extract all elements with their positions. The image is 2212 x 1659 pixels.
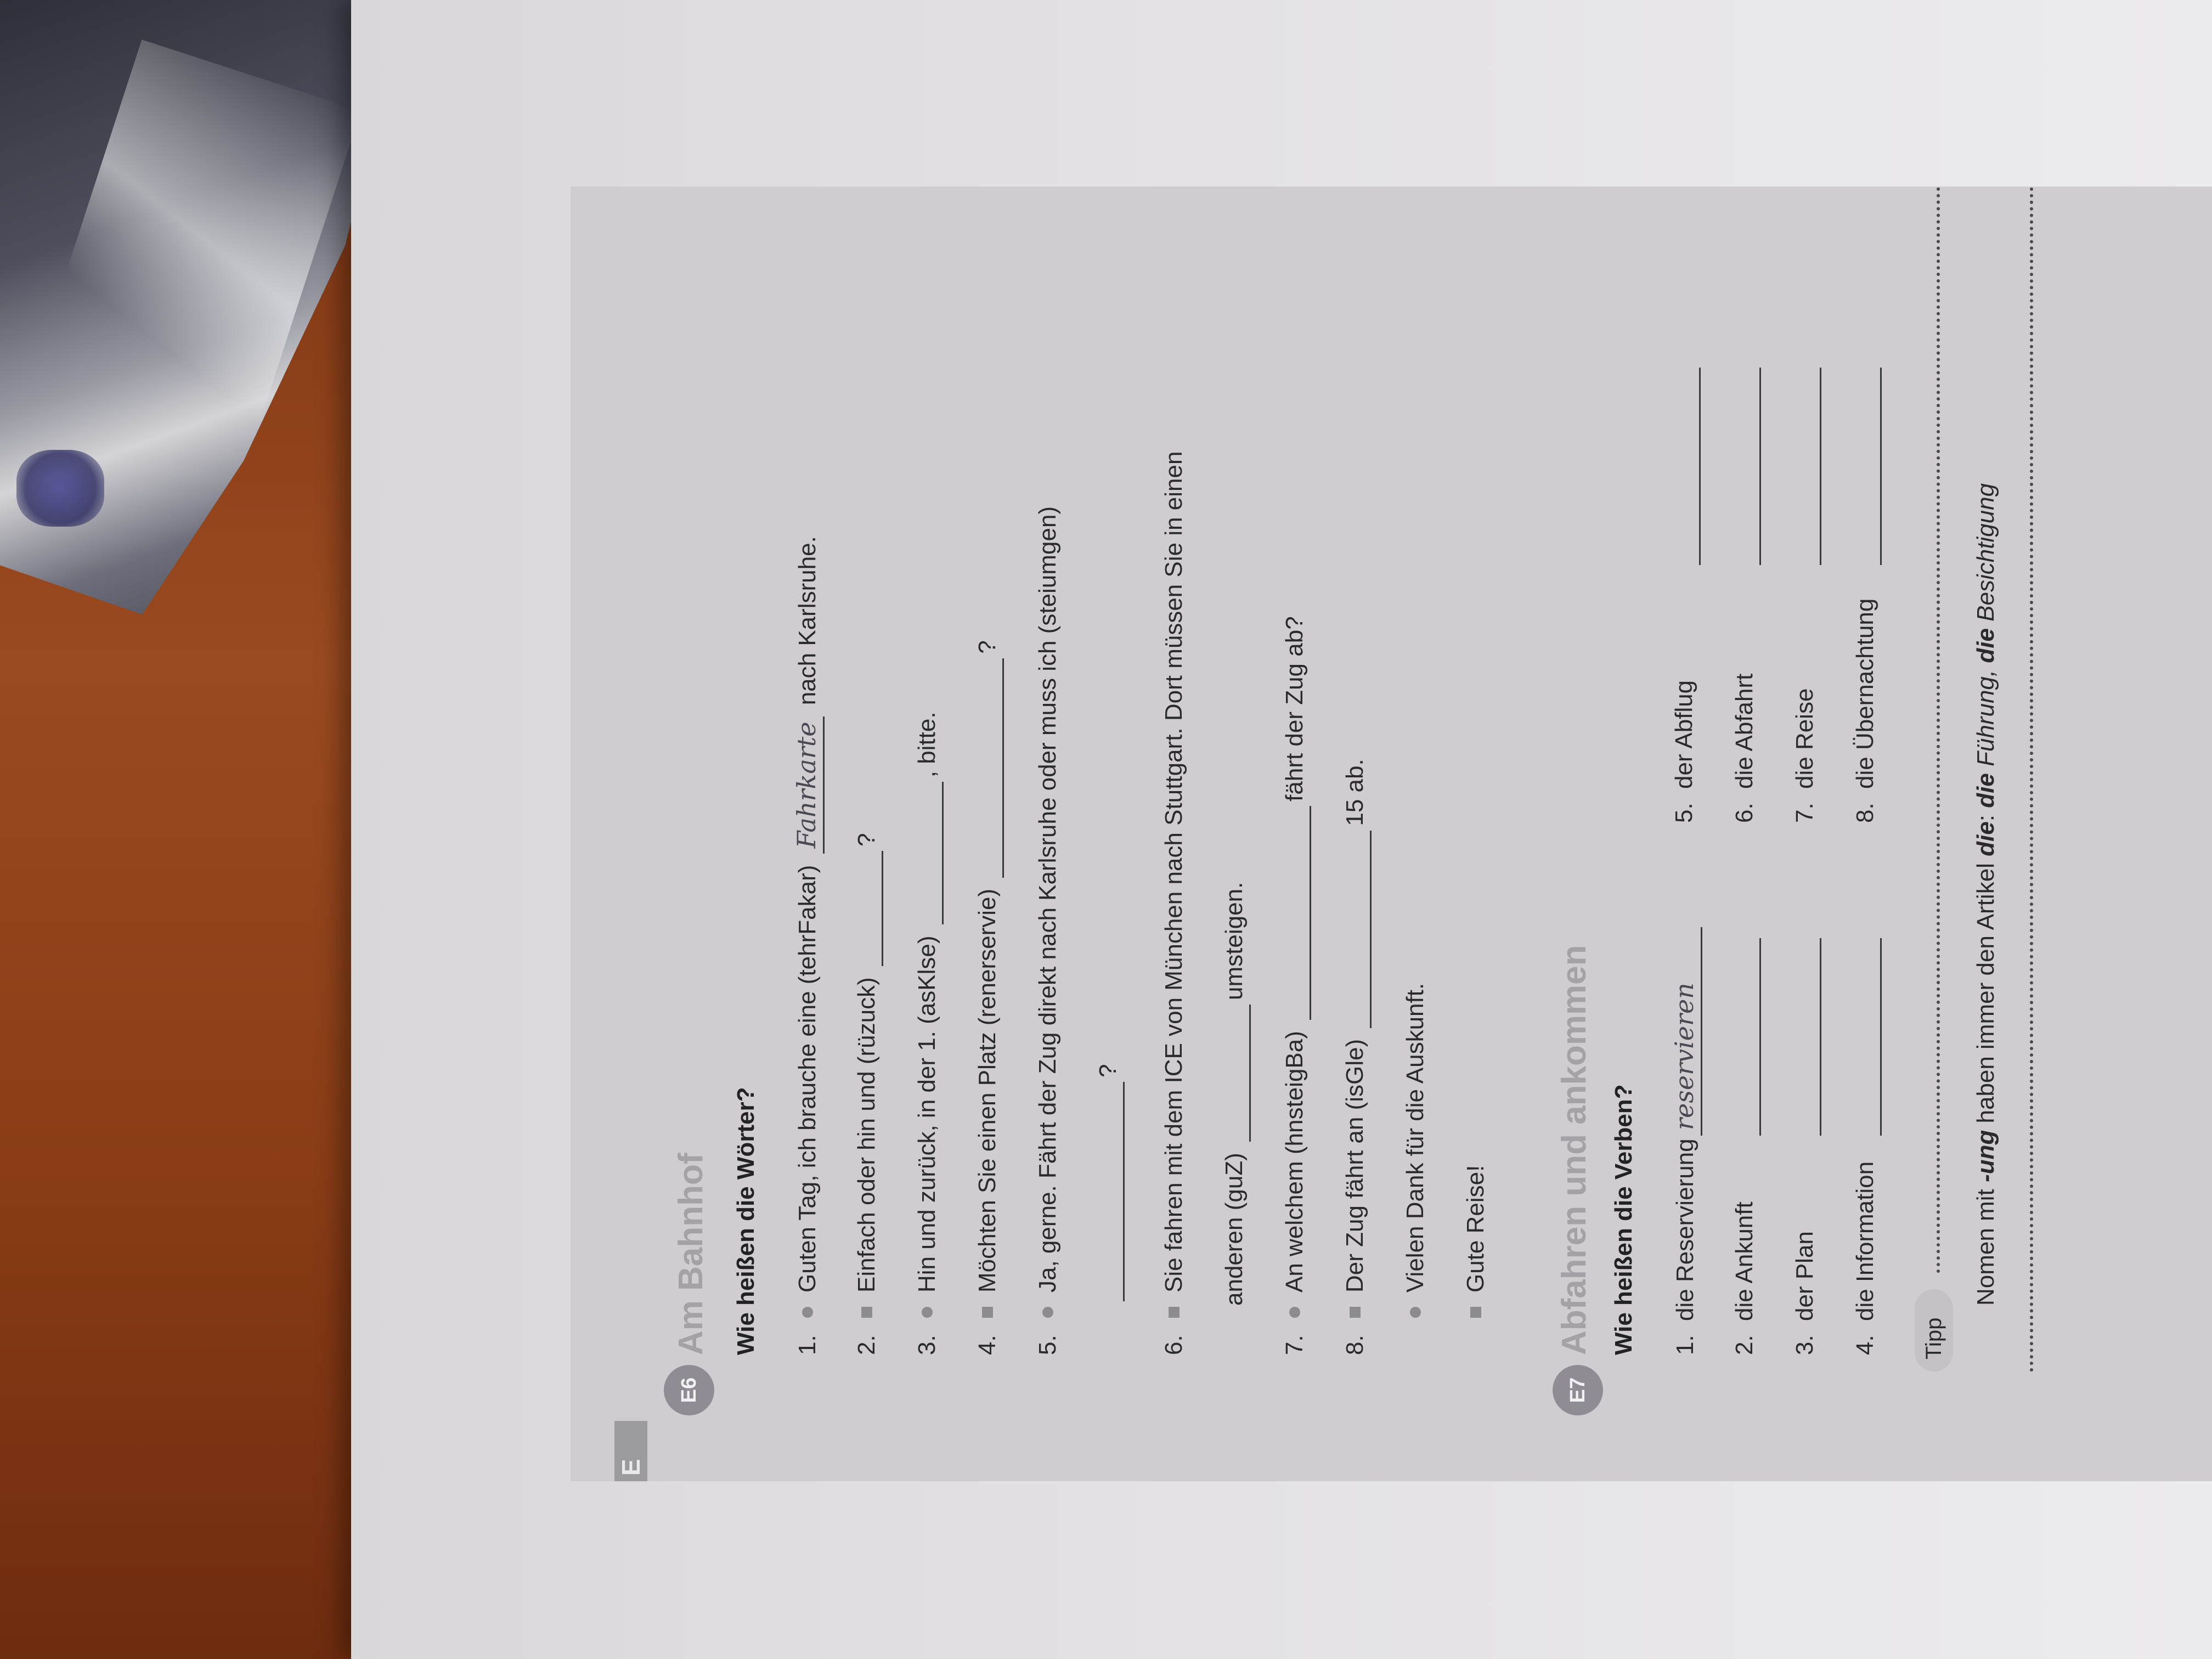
item-number: 7.	[1281, 1335, 1308, 1355]
noun-text: der Plan	[1791, 1231, 1818, 1321]
e6-badge: E6	[664, 1365, 714, 1415]
e7-badge: E7	[1553, 1365, 1603, 1415]
item-number: 4.	[1852, 1335, 1878, 1355]
item-text-after: nach Karlsruhe.	[794, 536, 821, 706]
tipp-article: die	[1972, 821, 1999, 856]
e6-item-6-cont	[1218, 882, 1251, 1306]
answer-blank[interactable]	[1734, 938, 1761, 1136]
item-text: Guten Tag, ich brauche eine (tehrFakar)	[794, 865, 821, 1293]
tipp-text-part: :	[1972, 808, 1999, 822]
item-text-after: ?	[1094, 1064, 1121, 1077]
page-tab-letter: E	[617, 1459, 645, 1476]
item-text-after: umsteigen.	[1221, 882, 1248, 1000]
item-number: 3.	[913, 1335, 940, 1355]
item-text-after: fährt der Zug ab?	[1281, 616, 1308, 802]
noun-text: die Reservierung	[1672, 1138, 1699, 1321]
item-number: 2.	[853, 1335, 880, 1355]
blue-fabric	[16, 450, 104, 527]
item-text-after: 15 ab.	[1341, 759, 1368, 826]
tipp-text-part: Nomen mit	[1972, 1182, 1999, 1306]
speaker-dot-icon	[1289, 1307, 1300, 1318]
speaker-square-icon	[1350, 1307, 1361, 1318]
item-number: 8.	[1341, 1335, 1368, 1355]
noun-text: die Information	[1852, 1161, 1878, 1321]
answer-field[interactable]: reservieren	[1668, 927, 1702, 1136]
e6-item-4	[971, 640, 1004, 1355]
e6-item-3	[911, 712, 944, 1355]
speaker-dot-icon	[1410, 1307, 1421, 1318]
e6-item-8	[1339, 759, 1372, 1355]
speaker-square-icon	[982, 1307, 993, 1318]
item-text: anderen (guZ)	[1221, 1153, 1248, 1306]
answer-blank[interactable]	[1795, 938, 1821, 1136]
item-text: Sie fahren mit dem ICE von München nach Stuttgart. Dort müssen Sie in einen	[1160, 451, 1187, 1293]
item-number: 3.	[1791, 1335, 1818, 1355]
item-number: 8.	[1852, 803, 1878, 823]
item-text: Der Zug fährt an (isGle)	[1341, 1039, 1368, 1293]
answer-blank[interactable]	[1224, 1005, 1251, 1142]
e6-item-7	[1278, 616, 1311, 1355]
item-text: Möchten Sie einen Platz (renerservie)	[974, 888, 1001, 1293]
noun-text: der Abflug	[1671, 680, 1697, 789]
answer-blank[interactable]	[856, 851, 883, 966]
e6-item-2	[850, 833, 883, 1355]
speaker-square-icon	[1169, 1307, 1180, 1318]
answer-blank[interactable]	[1734, 368, 1761, 565]
e6-item-5-cont	[1092, 1064, 1125, 1306]
e7-item-7	[1788, 363, 1821, 823]
item-text: Einfach oder hin und (rüzuck)	[853, 977, 880, 1293]
item-number: 2.	[1731, 1335, 1758, 1355]
tipp-dotted-top	[1937, 187, 1940, 1273]
item-text-after: ?	[974, 640, 1001, 654]
e7-item-2	[1728, 934, 1761, 1355]
tipp-text	[1970, 483, 2002, 1306]
item-number: 4.	[974, 1335, 1001, 1355]
answer-blank[interactable]	[917, 782, 944, 924]
tipp-suffix: -ung	[1972, 1130, 1999, 1183]
e6-item-1	[790, 536, 825, 1355]
reply-text: Gute Reise!	[1462, 1165, 1489, 1293]
e7-item-4	[1849, 934, 1882, 1355]
tipp-example-article: die	[1972, 628, 1999, 663]
e6-reply-2	[1459, 1165, 1492, 1321]
answer-blank[interactable]	[977, 658, 1004, 878]
tipp-example: Führung,	[1972, 663, 1999, 774]
speaker-dot-icon	[802, 1307, 813, 1318]
speaker-dot-icon	[922, 1307, 933, 1318]
speaker-dot-icon	[1042, 1307, 1053, 1318]
e7-item-1	[1668, 923, 1702, 1355]
answer-blank[interactable]	[1284, 806, 1311, 1020]
e6-item-6	[1158, 452, 1190, 1355]
item-number: 6.	[1731, 803, 1758, 823]
answer-blank[interactable]	[1345, 831, 1372, 1028]
item-number: 6.	[1160, 1335, 1187, 1355]
e7-item-3	[1788, 934, 1821, 1355]
e7-item-6	[1728, 363, 1761, 823]
answer-blank[interactable]	[1795, 368, 1821, 565]
item-number: 1.	[794, 1335, 821, 1355]
noun-text: die Abfahrt	[1731, 673, 1758, 789]
tipp-example-article: die	[1972, 773, 1999, 808]
e7-item-5	[1668, 363, 1701, 823]
noun-text: die Reise	[1791, 688, 1818, 789]
e6-item-5	[1031, 506, 1064, 1355]
item-text: Ja, gerne. Fährt der Zug direkt nach Karlsruhe oder muss ich (steiumgen)	[1034, 506, 1061, 1293]
e6-reply-1	[1399, 983, 1432, 1321]
item-number: 5.	[1671, 803, 1697, 823]
noun-text: die Ankunft	[1731, 1201, 1758, 1321]
tipp-example: Besichtigung	[1972, 483, 1999, 629]
worksheet-content	[571, 165, 2212, 1481]
item-text: An welchem (hnsteigBa)	[1281, 1031, 1308, 1293]
e6-title: Am Bahnhof	[672, 1153, 710, 1355]
item-number: 5.	[1034, 1335, 1061, 1355]
speaker-square-icon	[1470, 1307, 1481, 1318]
reply-text: Vielen Dank für die Auskunft.	[1402, 983, 1429, 1293]
item-number: 1.	[1672, 1335, 1699, 1355]
e6-instruction: Wie heißen die Wörter?	[732, 1087, 759, 1355]
noun-text: die Übernachtung	[1852, 598, 1878, 789]
answer-blank[interactable]	[1855, 938, 1882, 1136]
item-text-after: ?	[853, 833, 880, 847]
answer-blank[interactable]	[1674, 368, 1701, 565]
item-text: Hin und zurück, in der 1. (asKlse)	[913, 935, 940, 1293]
e7-title: Abfahren und ankommen	[1555, 945, 1593, 1355]
page-tab	[614, 1421, 647, 1481]
item-number: 7.	[1791, 803, 1818, 823]
item-text-after: , bitte.	[913, 712, 940, 778]
answer-blank[interactable]	[1855, 368, 1882, 565]
answer-field[interactable]: Fahrkarte	[790, 716, 825, 854]
e7-item-8	[1849, 363, 1882, 823]
tipp-text-part: haben immer den Artikel	[1972, 856, 1999, 1130]
tipp-label: Tipp	[1922, 1317, 1946, 1359]
answer-blank[interactable]	[1098, 1082, 1125, 1301]
e7-instruction: Wie heißen die Verben?	[1610, 1084, 1637, 1355]
tipp-dotted-bottom	[2030, 187, 2033, 1372]
speaker-square-icon	[861, 1307, 872, 1318]
